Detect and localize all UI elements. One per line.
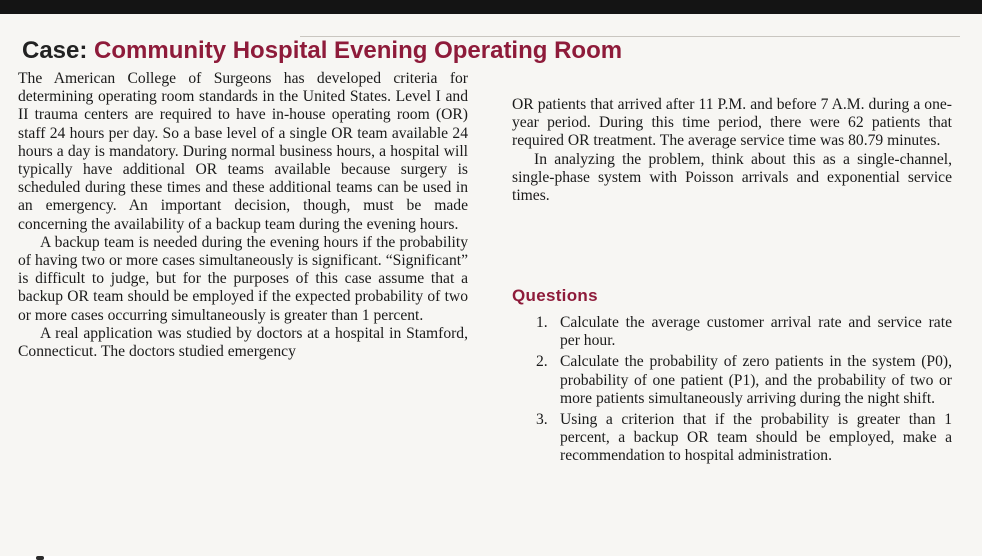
question-item bbox=[512, 353, 952, 408]
case-prefix: Case: bbox=[22, 37, 88, 64]
question-text: Calculate the probability of zero patients in the system (P0), probability of one patient (P1), and the probability of two or more patients simultaneously arriving during the night shift. bbox=[560, 353, 952, 407]
question-number: 3. bbox=[536, 411, 548, 429]
question-item bbox=[512, 411, 952, 466]
paragraph-real-application: A real application was studied by doctors at a hospital in Stamford, Connecticut. The doctors studied emergency bbox=[18, 324, 468, 361]
page-mark bbox=[36, 556, 44, 560]
paragraph-backup-team: A backup team is needed during the evening hours if the probability of having two or more cases simultaneously is significant. “Significant” is difficult to judge, but for the purposes of this case assume that a backup OR team should be employed if the expected probability of two or more cases occurring simultaneously is greater than 1 percent. bbox=[18, 233, 468, 324]
paragraph-or-patients: OR patients that arrived after 11 P.M. and before 7 A.M. during a one-year period. During this time period, there were 62 patients that required OR treatment. The average service time was 80.79 minutes. bbox=[512, 96, 952, 150]
question-number: 1. bbox=[536, 314, 548, 331]
paragraph-intro: The American College of Surgeons has developed criteria for determining operating room standards in the United States. Level I and II trauma centers are required to have in-house operating room (OR) staff 24 hours per day. So a base level of a single OR team available 24 hours a day is mandatory. During normal business hours, a hospital will typically have additional OR teams available because surgery is scheduled during these times and these additional teams can be used in an emergency. An important decision, though, must be made concerning the availability of a backup team during the evening hours. bbox=[18, 70, 468, 233]
question-item bbox=[512, 314, 952, 350]
screen-top-bar bbox=[0, 0, 982, 14]
question-text: Using a criterion that if the probability is greater than 1 percent, a backup OR team should be employed, make a recommendation to hospital administration. bbox=[560, 411, 952, 465]
left-column bbox=[18, 70, 468, 361]
question-number: 2. bbox=[536, 353, 548, 371]
textbook-page bbox=[0, 14, 982, 556]
right-column bbox=[512, 96, 952, 205]
case-title bbox=[22, 36, 622, 66]
questions-list bbox=[512, 314, 952, 469]
question-text: Calculate the average customer arrival rate and service rate per hour. bbox=[560, 314, 952, 350]
questions-heading: Questions bbox=[512, 286, 598, 305]
paragraph-analysis: In analyzing the problem, think about this as a single-channel, single-phase system with Poisson arrivals and exponential service times. bbox=[512, 150, 952, 205]
case-title-text: Community Hospital Evening Operating Room bbox=[94, 37, 623, 64]
